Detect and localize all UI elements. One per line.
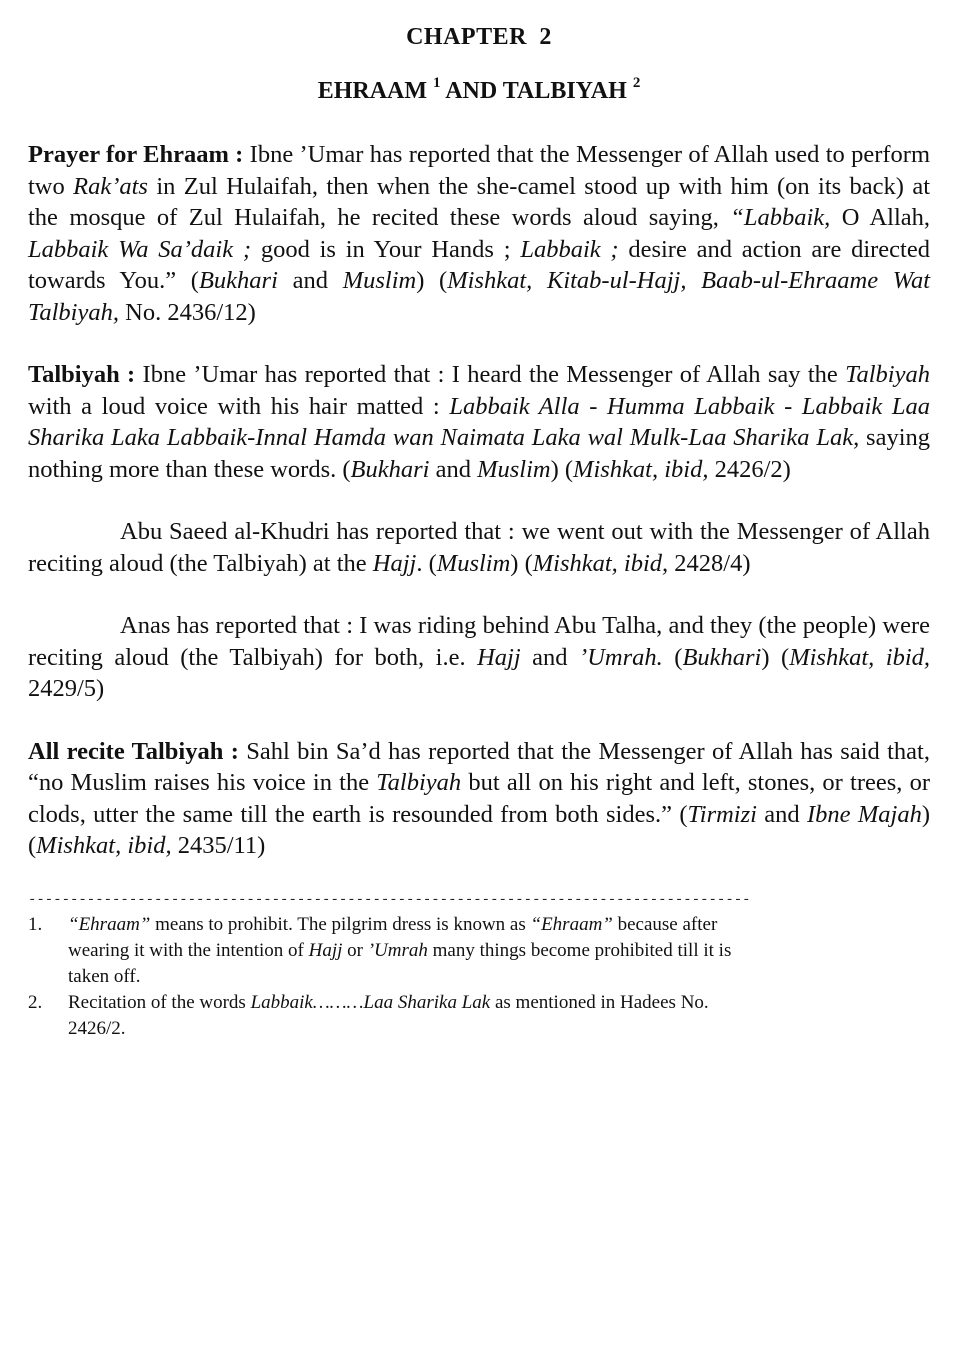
italic-run: Bukhari (682, 643, 762, 671)
footnote-text (68, 912, 748, 990)
paragraph-heading: Talbiyah : (28, 361, 136, 388)
text-run: 2426/2) (708, 455, 791, 483)
text-run: and (520, 643, 580, 671)
text-run: ) ( (28, 800, 931, 859)
footnote-2 (28, 990, 748, 1042)
title-part-ehraam: EHRAAM (317, 78, 428, 104)
text-run: good is in Your Hands ; (251, 235, 521, 263)
text-run: Ibne ’Umar has reported that : I heard the Messenger of Allah say the (135, 361, 846, 388)
italic-run: Bukhari (350, 455, 430, 483)
italic-run: Labbaik………Laa Sharika Lak (250, 991, 491, 1013)
italic-run: Talbiyah (845, 361, 930, 388)
footnote-number: 1. (28, 913, 43, 935)
text-run: saying nothing more than these words. ( (28, 424, 930, 483)
footnote-ref-1[interactable]: 1 (433, 75, 441, 91)
italic-run: “Ehraam” (68, 913, 151, 935)
paragraph-heading: All recite Talbiyah : (28, 737, 239, 765)
text-run: and (277, 267, 343, 294)
footnote-separator: -------------------------------------------------------------------------------------- (28, 891, 751, 908)
italic-run: Muslim (436, 549, 511, 577)
paragraph-anas (28, 610, 930, 705)
italic-run: Tirmizi (687, 800, 757, 828)
italic-run: “Ehraam” (530, 913, 613, 935)
italic-run: Muslim (477, 455, 551, 483)
text-run: Recitation of the words (68, 991, 251, 1013)
text-run: 2428/4) (668, 549, 751, 577)
text-run: Abu Saeed al-Khudri has reported that : we went out with the Messenger of Allah reciting aloud (the Talbiyah) at the (28, 518, 930, 577)
paragraph-abu-saeed (28, 516, 930, 579)
italic-run: Hajj (308, 939, 343, 961)
italic-run: Mishkat, ibid, (36, 832, 172, 859)
text-run: in Zul Hulaifah, then when the she-camel stood up with him (on its back) at the mosque of Zul Hulaifah, he recited these words aloud saying, (28, 172, 931, 231)
text-run: O Allah, (830, 204, 930, 231)
text-run: many things become prohibited till it is taken off. (68, 939, 732, 987)
italic-run: Bukhari (198, 267, 278, 294)
text-run: desire and action are directed towards You.” ( (28, 235, 930, 294)
paragraph-all-recite-talbiyah (28, 736, 930, 862)
text-run: Ibne ’Umar has reported that the Messenger of Allah used to perform two (28, 141, 931, 200)
text-run: 2435/11) (171, 832, 266, 859)
text-run: . ( (416, 549, 437, 577)
text-run: ) ( (550, 455, 574, 483)
italic-run: ’Umrah. (579, 643, 663, 671)
footnote-ref-2[interactable]: 2 (632, 75, 641, 91)
text-run: Anas has reported that : I was riding behind Abu Talha, and they (the people) were reciting aloud (the Talbiyah) for both, i.e. (28, 612, 930, 671)
italic-run: “Labbaik, (730, 204, 831, 231)
text-run: because after wearing it with the intention of (68, 913, 718, 961)
italic-run: Muslim (342, 267, 417, 294)
text-run: ) ( (510, 549, 533, 577)
text-run: ) ( (761, 643, 790, 671)
italic-run: ’Umrah (367, 939, 428, 961)
paragraph-heading: Prayer for Ehraam : (28, 141, 244, 168)
text-run: or (342, 939, 368, 961)
italic-run: Mishkat, ibid, (532, 549, 669, 577)
chapter-title (28, 77, 930, 105)
footnote-number: 2. (28, 991, 43, 1013)
text-run: No. 2436/12) (119, 298, 256, 326)
italic-run: Mishkat, ibid, (789, 643, 930, 671)
italic-run: Rak’ats (73, 172, 148, 200)
text-run: with a loud voice with his hair matted : (28, 392, 450, 420)
italic-run: Mishkat, ibid, (573, 455, 709, 483)
text-run: as mentioned in Hadees No. 2426/2. (68, 991, 709, 1039)
italic-run: Labbaik Alla - Humma Labbaik - Labbaik Laa Sharika Laka Labbaik-Innal Hamda wan Naimata Laka wal Mulk-Laa Sharika Lak, (28, 392, 930, 451)
italic-run: Labbaik Wa Sa’daik ; (28, 235, 252, 263)
document-page (28, 0, 930, 1042)
footnote-1 (28, 912, 748, 990)
paragraph-talbiyah (28, 359, 930, 485)
title-part-talbiyah: AND TALBIYAH (445, 78, 627, 104)
text-run: but all on his right and left, stones, or trees, or clods, utter the same till the earth is resounded from both sides.” ( (28, 769, 930, 828)
text-run: and (429, 455, 478, 483)
footnote-text (68, 990, 748, 1042)
text-run: ( (662, 643, 683, 671)
italic-run: Hajj (477, 643, 521, 671)
italic-run: Ibne Majah (807, 800, 922, 828)
italic-run: Hajj (372, 549, 417, 577)
text-run: and (756, 800, 807, 828)
footnotes (28, 912, 748, 1042)
italic-run: Talbiyah (376, 769, 462, 796)
text-run: ) ( (416, 267, 448, 294)
italic-run: Labbaik ; (520, 235, 619, 263)
text-run: means to prohibit. The pilgrim dress is known as (150, 913, 531, 935)
chapter-heading: CHAPTER 2 (406, 24, 552, 50)
italic-run: Mishkat, Kitab-ul-Hajj, Baab-ul-Ehraame Wat Talbiyah, (28, 267, 931, 326)
paragraph-prayer-for-ehraam (28, 139, 930, 328)
text-run: 2429/5) (28, 675, 105, 702)
text-run: Sahl bin Sa’d has reported that the Messenger of Allah has said that, “no Muslim raises his voice in the (28, 737, 930, 796)
